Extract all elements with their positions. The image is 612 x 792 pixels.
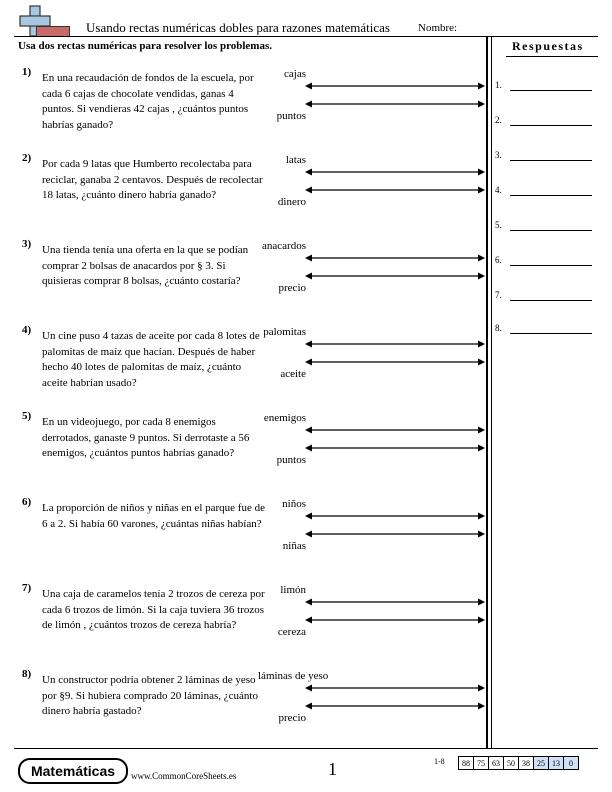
arrow-left-icon: [305, 359, 312, 366]
problem-text: En un videojuego, por cada 8 enemigos derrotados, ganaste 9 puntos. Si derrotaste a 56 enemigos, ¿cuántos puntos habrías ganado?: [42, 416, 250, 460]
divider-line: [486, 36, 488, 748]
top-number-line: [305, 597, 485, 607]
header-rule: [14, 36, 598, 37]
arrow-left-icon: [305, 169, 312, 176]
arrow-left-icon: [305, 531, 312, 538]
problem-number: 8): [22, 668, 32, 680]
problem-number: 4): [22, 324, 32, 336]
answer-number: 4.: [495, 185, 502, 195]
bottom-number-line: [305, 357, 485, 367]
top-number-line: [305, 425, 485, 435]
answer-number: 8.: [495, 323, 502, 333]
answer-blank[interactable]: [510, 160, 592, 161]
arrow-right-icon: [478, 685, 485, 692]
bottom-number-line: [305, 271, 485, 281]
page-number: 1: [328, 759, 337, 779]
arrow-right-icon: [478, 273, 485, 280]
arrow-right-icon: [478, 599, 485, 606]
arrow-right-icon: [478, 169, 485, 176]
bottom-line-label: aceite: [280, 368, 306, 380]
bottom-number-line: [305, 443, 485, 453]
footer-rule: [14, 748, 598, 749]
problem-text: Una tienda tenía una oferta en la que se podían comprar 2 bolsas de anacardos por § 3. Si quisieras comprar 8 bolsas, ¿cuánto costaría?: [42, 244, 249, 288]
arrow-right-icon: [478, 101, 485, 108]
bottom-line-label: puntos: [276, 110, 306, 122]
answer-blank[interactable]: [510, 265, 592, 266]
problem-text: Un cine puso 4 tazas de aceite por cada 8 lotes de palomitas de maíz que hacían. Después de haber hecho 40 lotes de palomitas de maíz, ¿cuánto aceite habrían usado?: [42, 330, 260, 389]
answer-number: 2.: [495, 115, 502, 125]
arrow-left-icon: [305, 599, 312, 606]
answer-number: 3.: [495, 150, 502, 160]
bottom-line-label: dinero: [277, 196, 306, 208]
score-cell: 25: [534, 757, 549, 770]
answers-header: Respuestas: [512, 39, 584, 53]
problem-text: En una recaudación de fondos de la escuela, por cada 6 cajas de chocolate vendidas, ganas 4 puntos. Si vendieras 42 cajas , ¿cuántos puntos habrías ganado?: [42, 72, 254, 131]
instructions: Usa dos rectas numéricas para resolver los problemas.: [18, 40, 273, 52]
problem-text: Un constructor podría obtener 2 láminas de yeso por §9. Si hubiera comprado 20 láminas, ¿cuánto dinero habría gastado?: [42, 674, 258, 718]
arrow-right-icon: [478, 427, 485, 434]
problem-number: 6): [22, 496, 32, 508]
problem-number: 1): [22, 66, 32, 78]
top-line-label: anacardos: [262, 240, 306, 252]
arrow-right-icon: [478, 531, 485, 538]
arrow-left-icon: [305, 341, 312, 348]
arrow-right-icon: [478, 187, 485, 194]
top-number-line: [305, 511, 485, 521]
problem-number: 5): [22, 410, 32, 422]
arrow-right-icon: [478, 445, 485, 452]
problem-text: Por cada 9 latas que Humberto recolectaba para reciclar, ganaba 2 centavos. Después de recolectar 18 latas, ¿cuánto dinero habría ganado?: [42, 158, 263, 202]
bottom-line-label: puntos: [276, 454, 306, 466]
arrow-left-icon: [305, 513, 312, 520]
arrow-right-icon: [478, 703, 485, 710]
answer-blank[interactable]: [510, 300, 592, 301]
top-line-label: cajas: [284, 68, 306, 80]
top-number-line: [305, 339, 485, 349]
top-line-label: láminas de yeso: [258, 670, 329, 682]
problem-number: 7): [22, 582, 32, 594]
bottom-line-label: precio: [278, 712, 306, 724]
arrow-right-icon: [478, 255, 485, 262]
brand-badge: Matemáticas: [18, 758, 128, 784]
score-cell: 0: [564, 757, 579, 770]
score-table: [458, 756, 579, 770]
problem-number: 3): [22, 238, 32, 250]
arrow-left-icon: [305, 617, 312, 624]
problem-number: 2): [22, 152, 32, 164]
answer-number: 6.: [495, 255, 502, 265]
answer-blank[interactable]: [510, 125, 592, 126]
arrow-left-icon: [305, 703, 312, 710]
top-number-line: [305, 253, 485, 263]
score-cell: 13: [549, 757, 564, 770]
score-cell: 75: [474, 757, 489, 770]
bottom-number-line: [305, 185, 485, 195]
arrow-left-icon: [305, 445, 312, 452]
bottom-line-label: precio: [278, 282, 306, 294]
top-line-label: latas: [285, 154, 306, 166]
arrow-right-icon: [478, 513, 485, 520]
bottom-line-label: cereza: [277, 626, 306, 638]
divider-line-2: [491, 36, 492, 748]
problem-text: Una caja de caramelos tenía 2 trozos de cereza por cada 6 trozos de limón. Si la caja tuviera 36 trozos de limón , ¿cuántos trozos de cereza habría?: [42, 588, 265, 632]
answer-blank[interactable]: [510, 90, 592, 91]
answer-blank[interactable]: [510, 195, 592, 196]
answer-number: 5.: [495, 220, 502, 230]
arrow-right-icon: [478, 359, 485, 366]
name-label: Nombre:: [418, 22, 458, 34]
answer-blank[interactable]: [510, 230, 592, 231]
bottom-number-line: [305, 99, 485, 109]
arrow-right-icon: [478, 341, 485, 348]
arrow-left-icon: [305, 255, 312, 262]
answer-number: 1.: [495, 80, 502, 90]
arrow-left-icon: [305, 427, 312, 434]
worksheet-title: Usando rectas numéricas dobles para razones matemáticas: [86, 20, 390, 35]
top-number-line: [305, 167, 485, 177]
arrow-right-icon: [478, 617, 485, 624]
score-cell: 63: [489, 757, 504, 770]
site-url[interactable]: www.CommonCoreSheets.es: [131, 771, 237, 781]
top-line-label: palomitas: [263, 326, 306, 338]
arrow-left-icon: [305, 273, 312, 280]
arrow-left-icon: [305, 101, 312, 108]
arrow-left-icon: [305, 83, 312, 90]
top-line-label: niños: [282, 498, 306, 510]
top-line-label: enemigos: [263, 412, 306, 424]
score-cell: 50: [504, 757, 519, 770]
top-number-line: [305, 81, 485, 91]
answer-blank[interactable]: [510, 333, 592, 334]
answers-header-underline: [506, 56, 598, 57]
arrow-left-icon: [305, 685, 312, 692]
problem-text: La proporción de niños y niñas en el parque fue de 6 a 2. Si había 60 varones, ¿cuántas niñas habían?: [42, 502, 265, 530]
bottom-number-line: [305, 615, 485, 625]
bottom-line-label: niñas: [282, 540, 306, 552]
bottom-number-line: [305, 529, 485, 539]
score-range: 1-8: [434, 757, 445, 766]
score-cell: 38: [519, 757, 534, 770]
answer-number: 7.: [495, 290, 502, 300]
top-line-label: limón: [280, 584, 306, 596]
top-number-line: [305, 683, 485, 693]
bottom-number-line: [305, 701, 485, 711]
score-cell: 88: [459, 757, 474, 770]
arrow-left-icon: [305, 187, 312, 194]
arrow-right-icon: [478, 83, 485, 90]
